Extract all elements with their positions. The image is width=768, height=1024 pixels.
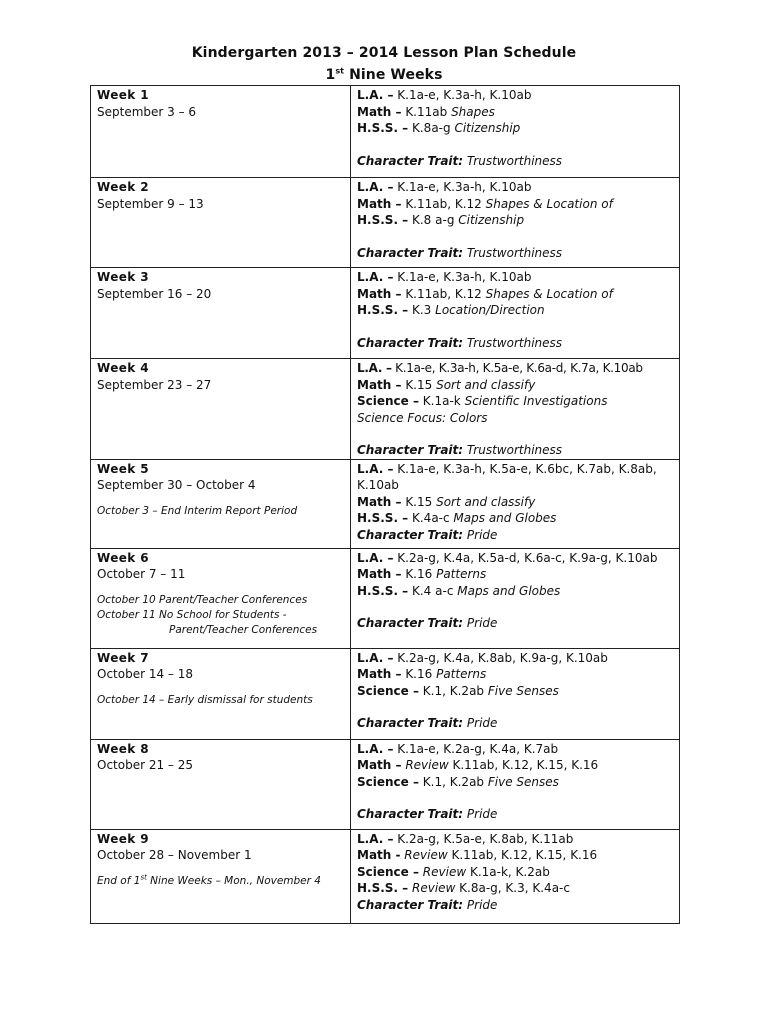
week-cell <box>91 268 351 359</box>
plan-cell <box>351 268 680 359</box>
week-label: Week 9 <box>97 831 149 846</box>
week-cell <box>91 548 351 648</box>
week-dates: September 16 – 20 <box>97 286 212 301</box>
week-label: Week 4 <box>97 361 149 375</box>
character-trait-line: Character Trait: Trustworthiness <box>357 245 563 260</box>
character-trait-line: Character Trait: Pride <box>357 527 498 542</box>
week-label: Week 6 <box>97 550 149 565</box>
math-line: Math – K.11ab, K.12 Shapes & Location of <box>357 286 613 301</box>
week-dates: October 28 – November 1 <box>97 848 252 862</box>
character-trait-line: Character Trait: Trustworthiness <box>357 443 563 457</box>
week-note: October 11 No School for Students - <box>97 608 287 621</box>
week-note: Parent/Teacher Conferences <box>169 623 318 636</box>
la-line: L.A. – K.2a-g, K.4a, K.8ab, K.9a-g, K.10ab <box>357 650 608 665</box>
week-cell <box>91 829 351 923</box>
week-label: Week 7 <box>97 650 149 665</box>
week-dates: October 21 – 25 <box>97 758 194 772</box>
plan-cell <box>351 359 680 460</box>
week-label: Week 8 <box>97 741 149 756</box>
week-label: Week 1 <box>97 88 149 102</box>
week-label: Week 5 <box>97 461 149 476</box>
schedule-table <box>90 85 680 924</box>
table-row <box>91 268 680 359</box>
table-row <box>91 739 680 829</box>
week-note: October 14 – Early dismissal for students <box>97 693 313 706</box>
math-line: Math – Review K.11ab, K.12, K.15, K.16 <box>357 758 599 772</box>
week-cell <box>91 86 351 178</box>
plan-cell <box>351 648 680 739</box>
week-dates: October 14 – 18 <box>97 667 194 681</box>
table-row <box>91 459 680 548</box>
plan-cell <box>351 829 680 923</box>
plan-cell <box>351 178 680 268</box>
table-row <box>91 548 680 648</box>
math-line: Math – K.15 Sort and classify <box>357 494 536 509</box>
week-cell <box>91 178 351 268</box>
week-cell <box>91 648 351 739</box>
character-trait-line: Character Trait: Pride <box>357 897 498 912</box>
table-row <box>91 829 680 923</box>
hss-line: H.S.S. – K.8a-g Citizenship <box>357 121 521 135</box>
week-note: End of 1st Nine Weeks – Mon., November 4 <box>97 873 321 887</box>
table-row <box>91 86 680 178</box>
character-trait-line: Character Trait: Pride <box>357 716 498 730</box>
hss-line: H.S.S. – K.8 a-g Citizenship <box>357 213 525 227</box>
character-trait-line: Character Trait: Trustworthiness <box>357 335 563 350</box>
table-row <box>91 359 680 460</box>
week-dates: September 30 – October 4 <box>97 478 256 492</box>
la-line: L.A. – K.2a-g, K.4a, K.5a-d, K.6a-c, K.9a-g, K.10ab <box>357 550 658 565</box>
week-dates: September 3 – 6 <box>97 104 197 119</box>
week-cell <box>91 459 351 548</box>
week-dates: September 23 – 27 <box>97 377 212 392</box>
document-subtitle: 1st Nine Weeks <box>325 66 443 83</box>
math-line: Math - Review K.11ab, K.12, K.15, K.16 <box>357 848 598 862</box>
la-line: L.A. – K.1a-e, K.3a-h, K.10ab <box>357 270 532 284</box>
hss-line: H.S.S. – K.3 Location/Direction <box>357 303 545 317</box>
la-line: L.A. – K.1a-e, K.3a-h, K.5a-e, K.6a-d, K.7a, K.10ab <box>357 361 643 375</box>
la-line: L.A. – K.1a-e, K.3a-h, K.10ab <box>357 180 532 194</box>
math-line: Math – K.15 Sort and classify <box>357 377 536 392</box>
math-line: Math – K.11ab, K.12 Shapes & Location of <box>357 196 613 211</box>
document-title: Kindergarten 2013 – 2014 Lesson Plan Schedule <box>191 45 577 61</box>
science-line: Science – K.1a-k Scientific Investigations <box>357 394 608 408</box>
la-line: L.A. – K.1a-e, K.3a-h, K.10ab <box>357 88 532 102</box>
week-note: October 10 Parent/Teacher Conferences <box>97 593 308 606</box>
science-focus: Science Focus: Colors <box>357 410 488 425</box>
character-trait-line: Character Trait: Pride <box>357 807 498 821</box>
character-trait-line: Character Trait: Trustworthiness <box>357 153 563 168</box>
la-line: L.A. – K.1a-e, K.3a-h, K.5a-e, K.6bc, K.7ab, K.8ab, K.10ab <box>357 461 657 492</box>
math-line: Math – K.11ab Shapes <box>357 104 495 119</box>
science-line: Science – K.1, K.2ab Five Senses <box>357 683 559 698</box>
plan-cell <box>351 548 680 648</box>
math-line: Math – K.16 Patterns <box>357 567 487 581</box>
plan-cell <box>351 459 680 548</box>
week-note: October 3 – End Interim Report Period <box>97 504 298 517</box>
week-label: Week 3 <box>97 270 149 284</box>
table-row <box>91 178 680 268</box>
plan-cell <box>351 739 680 829</box>
table-row <box>91 648 680 739</box>
week-cell <box>91 359 351 460</box>
week-label: Week 2 <box>97 180 149 194</box>
character-trait-line: Character Trait: Pride <box>357 616 498 630</box>
la-line: L.A. – K.2a-g, K.5a-e, K.8ab, K.11ab <box>357 831 574 846</box>
week-cell <box>91 739 351 829</box>
math-line: Math – K.16 Patterns <box>357 667 487 681</box>
science-line: Science – K.1, K.2ab Five Senses <box>357 774 559 789</box>
week-dates: September 9 – 13 <box>97 196 204 211</box>
plan-cell <box>351 86 680 178</box>
science-line: Science – Review K.1a-k, K.2ab <box>357 864 550 879</box>
hss-line: H.S.S. – K.4a-c Maps and Globes <box>357 511 557 525</box>
la-line: L.A. – K.1a-e, K.2a-g, K.4a, K.7ab <box>357 741 559 756</box>
hss-line: H.S.S. – K.4 a-c Maps and Globes <box>357 583 561 598</box>
week-dates: October 7 – 11 <box>97 567 186 581</box>
hss-line: H.S.S. – Review K.8a-g, K.3, K.4a-c <box>357 881 570 895</box>
